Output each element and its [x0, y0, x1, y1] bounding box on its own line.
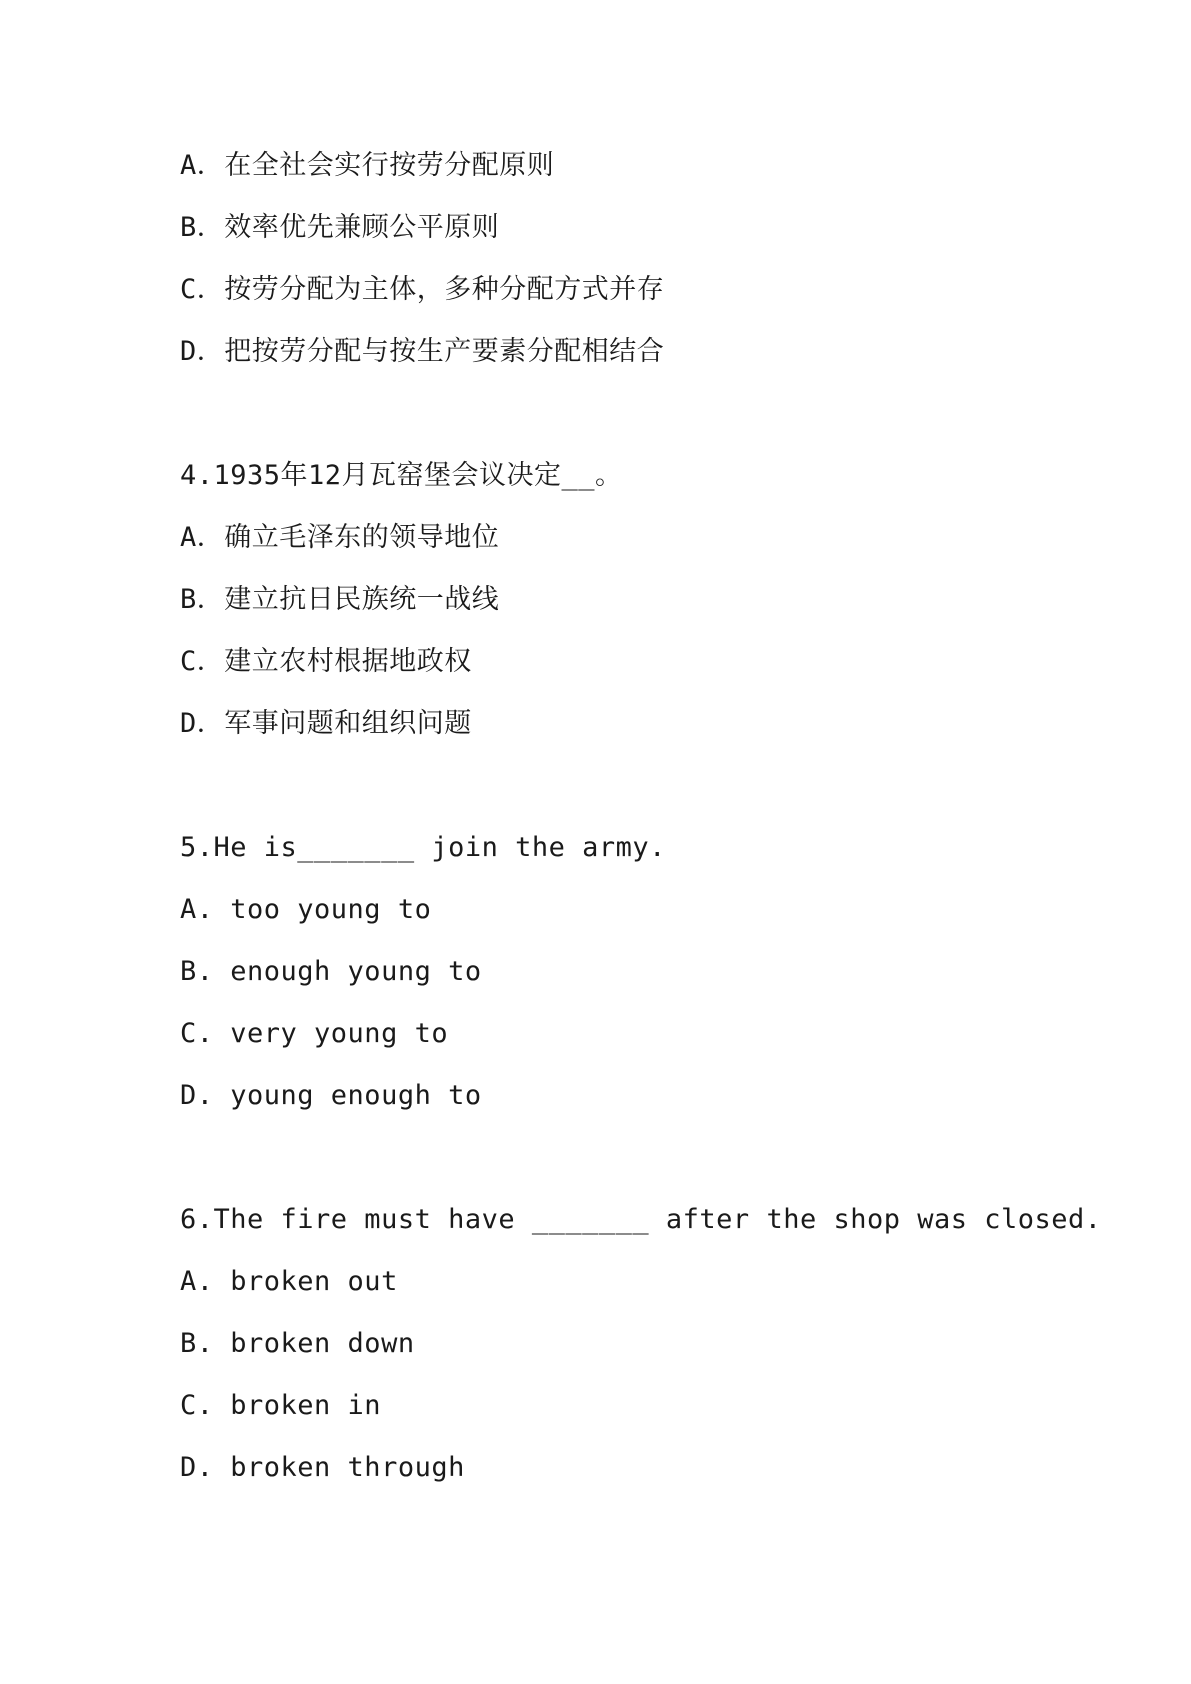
- question-5-stem: 5.He is_______ join the army.: [180, 832, 666, 863]
- option-b: B. enough young to: [180, 956, 482, 987]
- option-a: A. broken out: [180, 1266, 398, 1297]
- option-d: D. broken through: [180, 1452, 465, 1483]
- option-c: C．建立农村根据地政权: [180, 646, 472, 677]
- option-a: A．确立毛泽东的领导地位: [180, 522, 500, 553]
- option-c: C. very young to: [180, 1018, 449, 1049]
- option-d: D．军事问题和组织问题: [180, 708, 472, 739]
- option-b: B．效率优先兼顾公平原则: [180, 212, 500, 243]
- option-d: D. young enough to: [180, 1080, 482, 1111]
- option-c: C．按劳分配为主体，多种分配方式并存: [180, 274, 665, 305]
- option-b: B. broken down: [180, 1328, 415, 1359]
- question-6-stem: 6.The fire must have _______ after the shop was closed.: [180, 1204, 1102, 1235]
- option-b: B．建立抗日民族统一战线: [180, 584, 500, 615]
- option-a: A．在全社会实行按劳分配原则: [180, 150, 555, 181]
- option-a: A. too young to: [180, 894, 432, 925]
- question-4-stem: 4.1935年12月瓦窑堡会议决定__。: [180, 460, 623, 491]
- option-d: D．把按劳分配与按生产要素分配相结合: [180, 336, 665, 367]
- option-c: C. broken in: [180, 1390, 382, 1421]
